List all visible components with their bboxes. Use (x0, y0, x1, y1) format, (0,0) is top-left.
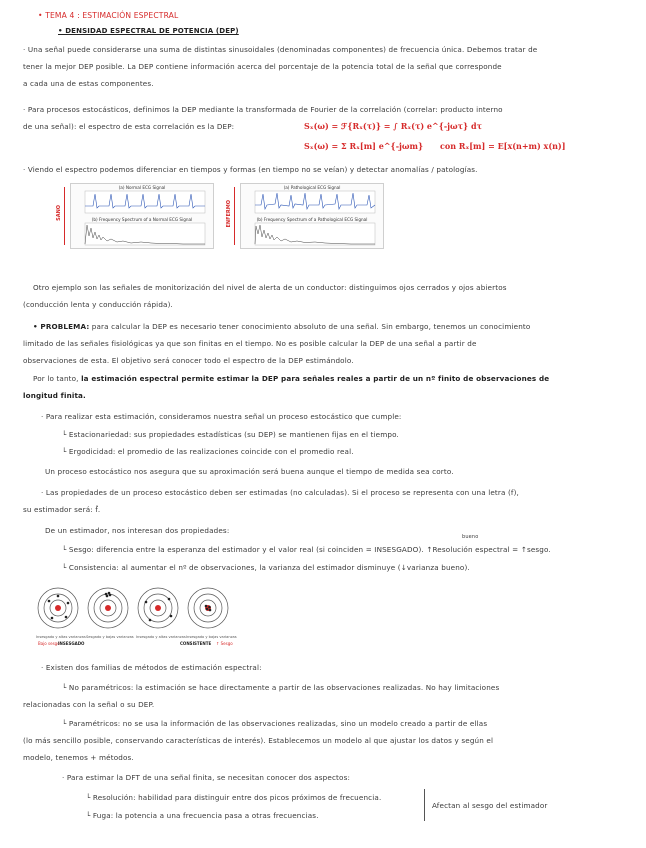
target-diagram (38, 588, 78, 628)
ecg-signal-plot (71, 190, 213, 216)
target-label: Insesgado y altas varianzas (36, 635, 86, 639)
text-line: · Para estimar la DFT de una señal finita, se necesitan conocer dos aspectos: (62, 773, 351, 782)
figure-tag-sano: SANO (56, 205, 62, 221)
bracket (64, 187, 65, 245)
text-line: └ Sesgo: diferencia entre la esperanza del estimador y el valor real (si coinciden = INSESGADO). ↑Resolución espectral = ↑sesgo. (62, 545, 551, 554)
text-line: modelo, tenemos + métodos. (23, 753, 134, 762)
spectrum-plot (71, 222, 213, 248)
text-line (33, 374, 549, 383)
text-line: De un estimador, nos interesan dos propiedades: (45, 526, 230, 535)
target-note: ↑ Sesgo (216, 641, 233, 646)
text-line: longitud finita. (23, 391, 86, 400)
text-line: (lo más sencillo posible, conservando características de interés). Establecemos un modelo al que ajustar los datos y según el (23, 736, 494, 745)
text-line: · Las propiedades de un proceso estocástico deben ser estimadas (no calculadas). Si el proceso se representa con una letra (f), (41, 488, 519, 497)
text-line: └ Fuga: la potencia a una frecuencia pasa a otras frecuencias. (86, 811, 319, 820)
target-diagram (88, 588, 128, 628)
figure-title: (a) Normal ECG Signal (118, 185, 166, 190)
spectrum-plot (241, 222, 383, 248)
target-diagram (138, 588, 178, 628)
text-line: └ Paramétricos: no se usa la información de las observaciones realizadas, sino un modelo creado a partir de ellas (62, 719, 488, 728)
text-line: · Para realizar esta estimación, consideramos nuestra señal un proceso estocástico que cumple: (41, 412, 402, 421)
text-line: observaciones de esta. El objetivo será conocer todo el espectro de la DEP estimándolo. (23, 356, 354, 365)
target-note: INSESGADO (58, 641, 85, 646)
section-heading: • DENSIDAD ESPECTRAL DE POTENCIA (DEP) (58, 27, 239, 35)
text-line: limitado de las señales fisiológicas ya que son finitas en el tiempo. No es posible calcular la DEP de una señal a partir de (23, 339, 477, 348)
text-line: └ Resolución: habilidad para distinguir entre dos picos próximos de frecuencia. (86, 793, 382, 802)
bias-variance-targets (36, 584, 236, 636)
brace (420, 789, 425, 821)
text-line: Un proceso estocástico nos asegura que su aproximación será buena aunque el tiempo de medida sea corto. (45, 467, 454, 476)
key-statement: la estimación espectral permite estimar la DEP para señales reales a partir de un nº finito de observaciones de (81, 374, 550, 383)
target-diagram (188, 588, 228, 628)
problem-text: para calcular la DEP es necesario tener conocimiento absoluto de una señal. Sin embargo, tenemos un conocimiento (89, 322, 531, 331)
text-line: Otro ejemplo son las señales de monitorización del nivel de alerta de un conductor: distinguimos ojos cerrados y ojos abiertos (33, 283, 507, 292)
target-tag: Bajo sesgo (38, 641, 60, 646)
figure-title: (a) Pathological ECG Signal (283, 185, 341, 190)
text-line: de una señal): el espectro de esta correlación es la DEP: (23, 122, 235, 131)
text-line: su estimador será: f̂. (23, 505, 101, 514)
target-tag: CONSISTENTE (180, 641, 212, 646)
text-line: · Viendo el espectro podemos diferenciar en tiempos y formas (en tiempo no se veían) y detectar anomalías / patologías. (23, 165, 478, 174)
formula-continuous: Sₓ(ω) = ℱ{Rₓ(τ)} = ∫ Rₓ(τ) e^{-jωτ} dτ (304, 121, 482, 131)
text-line: └ No paramétricos: la estimación se hace directamente a partir de las observaciones realizadas. No hay limitaciones (62, 683, 500, 692)
ecg-signal-plot (241, 190, 383, 216)
target-label: Sesgado y bajas varianzas (86, 635, 134, 639)
page-title: • TEMA 4 : ESTIMACIÓN ESPECTRAL (38, 11, 179, 20)
text-line: └ Consistencia: al aumentar el nº de observaciones, la varianza del estimador disminuye (↓varianza bueno). (62, 563, 470, 572)
problem-label: • PROBLEMA: (33, 322, 90, 331)
formula-correlation: con Rₓ[m] = E[x(n+m) x(n)] (440, 141, 566, 151)
ecg-figure-normal (70, 183, 214, 249)
text-line: (conducción lenta y conducción rápida). (23, 300, 173, 309)
figure-title: (b) Frequency Spectrum of a Pathological ECG Signal (256, 217, 368, 222)
text-line: └ Ergodicidad: el promedio de las realizaciones coincide con el promedio real. (62, 447, 354, 456)
text-span: Por lo tanto, (33, 374, 82, 383)
target-label: Insesgado y altas varianzas (136, 635, 186, 639)
bracket (234, 187, 235, 245)
text-line: · Una señal puede considerarse una suma de distintas sinusoidales (denominadas componentes) de frecuencia única. Debemos tratar de (23, 45, 538, 54)
ecg-figure-pathological (240, 183, 384, 249)
side-note: Afectan al sesgo del estimador (432, 801, 548, 810)
text-line: a cada una de estas componentes. (23, 79, 154, 88)
annotation-note: bueno (462, 534, 479, 540)
target-label: Insesgado y bajas varianzas (186, 635, 237, 639)
text-line: · Existen dos familias de métodos de estimación espectral: (41, 663, 262, 672)
text-line: · Para procesos estocásticos, definimos la DEP mediante la transformada de Fourier de la correlación (correlar: producto interno (23, 105, 503, 114)
text-line: relacionadas con la señal o su DEP. (23, 700, 155, 709)
text-line: tener la mejor DEP posible. La DEP contiene información acerca del porcentaje de la potencia total de la señal que corresponde (23, 62, 502, 71)
text-line (33, 322, 530, 331)
figure-tag-enfermo: ENFERMO (226, 200, 232, 228)
figure-title: (b) Frequency Spectrum of a Normal ECG Signal (91, 217, 193, 222)
formula-discrete: Sₓ(ω) = Σ Rₓ[m] e^{-jωm} (304, 141, 424, 151)
text-line: └ Estacionariedad: sus propiedades estadísticas (su DEP) se mantienen fijas en el tiempo. (62, 430, 399, 439)
